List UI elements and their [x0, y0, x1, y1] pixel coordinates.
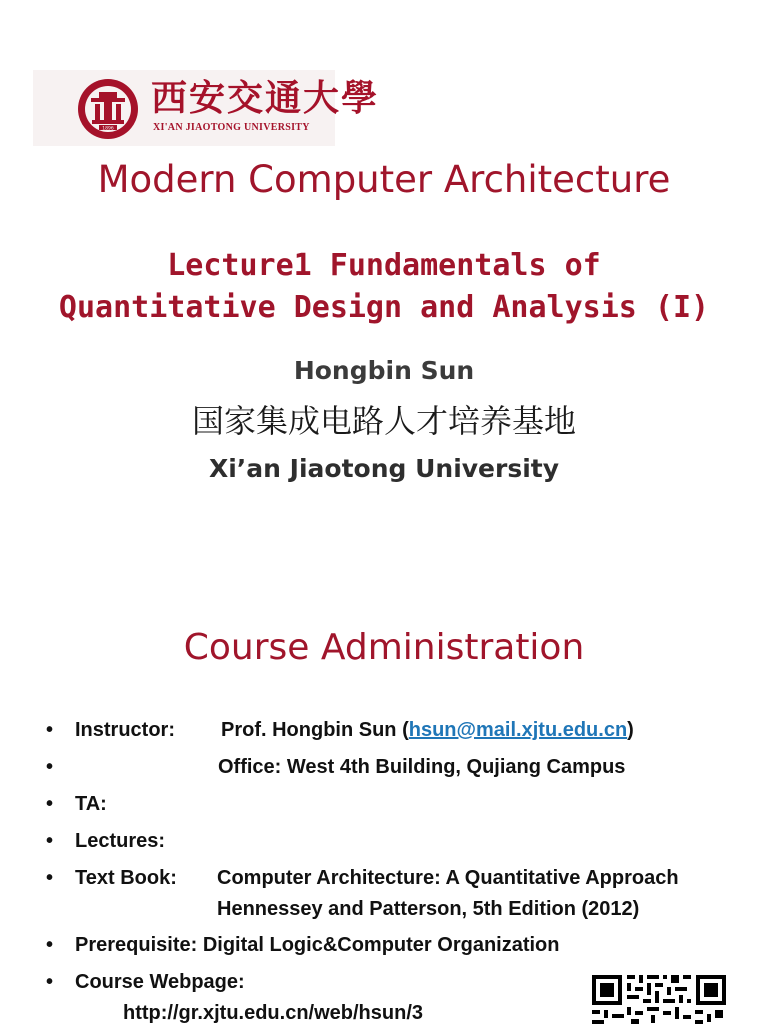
lectures-label: Lectures:: [75, 830, 166, 852]
instructor-value: [221, 715, 634, 745]
qr-code-icon: [589, 972, 729, 1024]
lecture-title-line1: Lecture1 Fundamentals of: [167, 248, 601, 283]
bullet: •: [46, 867, 54, 889]
bullet: •: [46, 719, 54, 741]
section-title: Course Administration: [183, 627, 585, 668]
webpage-url[interactable]: http://gr.xjtu.edu.cn/web/hsun/3: [123, 1002, 424, 1024]
lecture-title: [0, 245, 768, 329]
author-name: Hongbin Sun: [293, 356, 475, 385]
bullet: •: [46, 793, 54, 815]
prerequisite-text: Prerequisite: Digital Logic&Computer Organization: [75, 934, 560, 956]
bullet: •: [46, 830, 54, 852]
instructor-email-link[interactable]: hsun@mail.xjtu.edu.cn: [408, 719, 628, 741]
instructor-suffix: ): [627, 719, 634, 741]
bullet: •: [46, 971, 54, 993]
webpage-label: Course Webpage:: [75, 971, 245, 993]
seal-year: 1896: [102, 126, 114, 132]
base-chinese-name: 国家集成电路人才培养基地: [191, 402, 576, 440]
logo-english-name: XI'AN JIAOTONG UNIVERSITY: [153, 122, 310, 133]
university-name: Xi’an Jiaotong University: [208, 454, 560, 483]
university-seal-icon: [77, 78, 139, 140]
textbook-title: Computer Architecture: A Quantitative Approach: [217, 867, 679, 889]
instructor-label: Instructor:: [75, 719, 175, 741]
university-logo: [33, 70, 380, 146]
bullet: •: [46, 756, 54, 778]
office-text: Office: West 4th Building, Qujiang Campus: [218, 756, 626, 778]
instructor-name: Prof. Hongbin Sun (: [221, 719, 409, 741]
lecture-title-line2: Quantitative Design and Analysis (I): [58, 290, 710, 325]
bullet: •: [46, 934, 54, 956]
course-title: Modern Computer Architecture: [97, 158, 671, 201]
textbook-label: Text Book:: [75, 867, 177, 889]
textbook-authors: Hennessey and Patterson, 5th Edition (2012): [217, 898, 640, 920]
logo-chinese-name: 西安交通大學: [151, 77, 380, 119]
ta-label: TA:: [75, 793, 107, 815]
